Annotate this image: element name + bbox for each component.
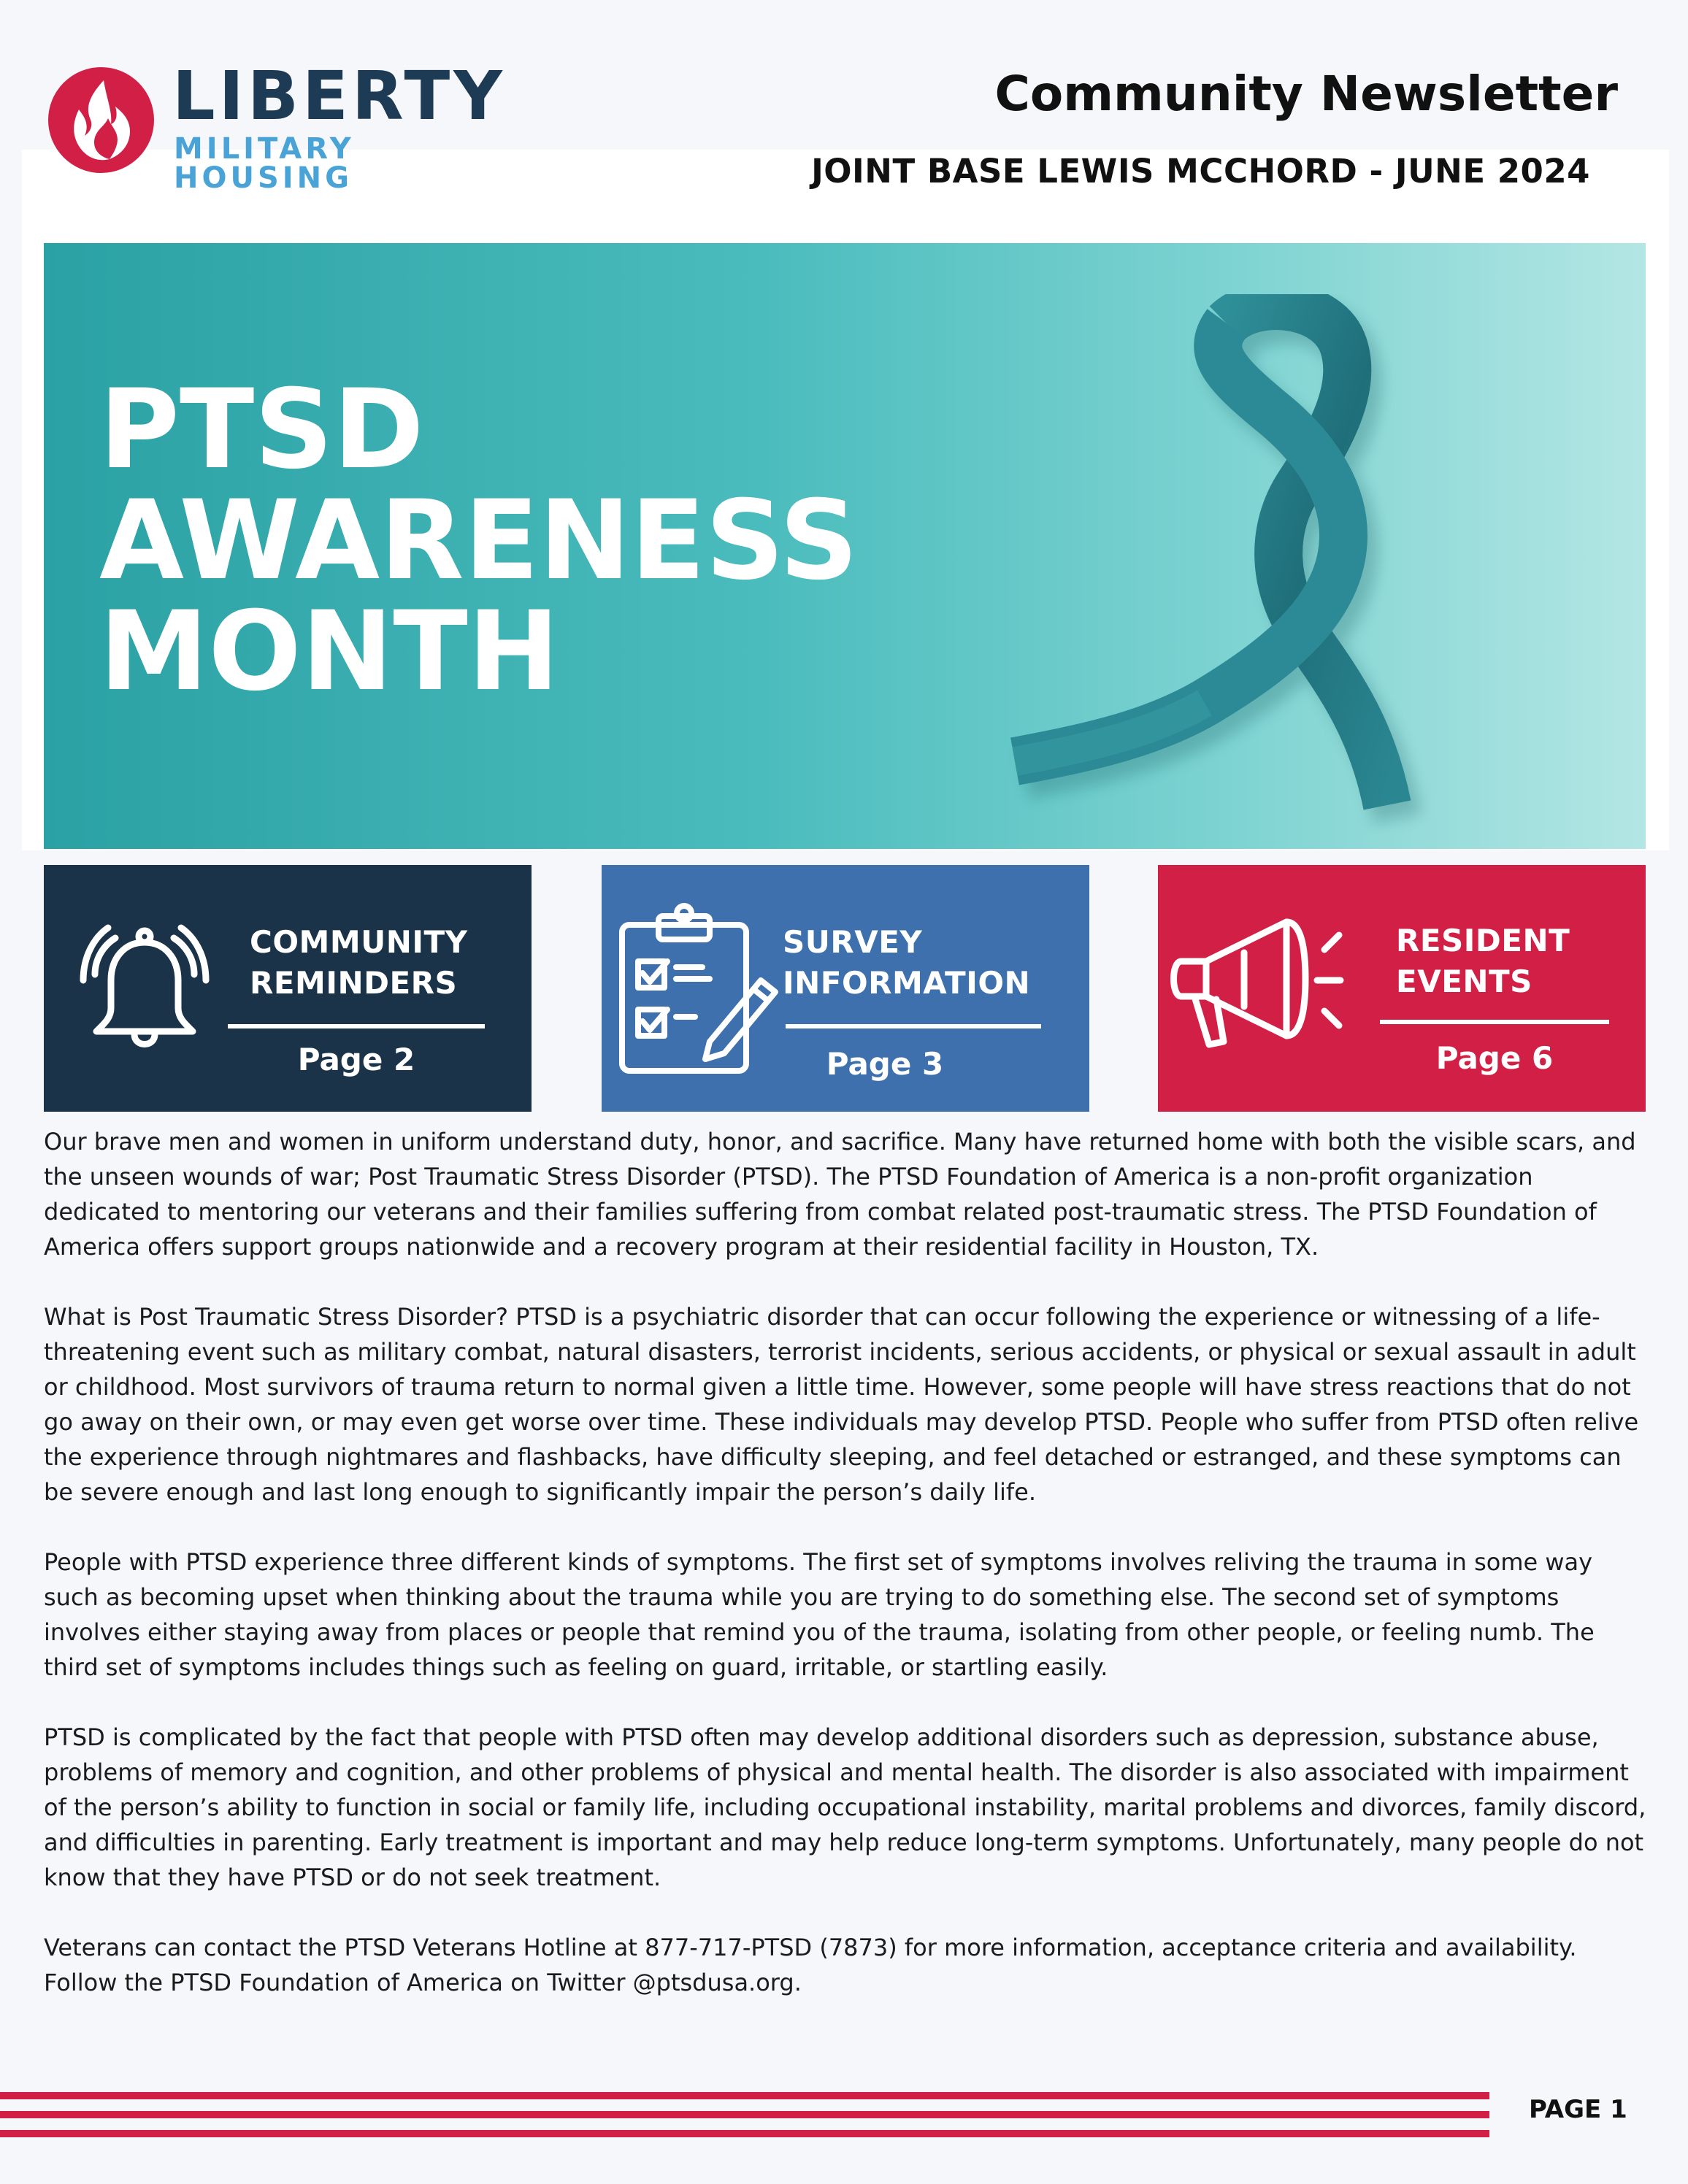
megaphone-icon (1162, 910, 1345, 1056)
card-title-line: RESIDENT (1396, 923, 1570, 958)
article-paragraph: What is Post Traumatic Stress Disorder? PTSD is a psychiatric disorder that can occur following the experience or witnessing of a life-threatening event such as military combat, natural disasters, terrorist incidents, serious accidents, or physical or sexual assault in adult or childhood. Most survivors of trauma return to normal given a little time. However, some people will have stress reactions that do not go away on their own, or may even get worse over time. These individuals may develop PTSD. People who suffer from PTSD often relive the experience through nightmares and flashbacks, have difficulty sleeping, and feel detached or estranged, and these symptoms can be severe enough and last long enough to significantly impair the person’s daily life. (44, 1303, 1639, 1506)
card-title-line: INFORMATION (783, 965, 1031, 1001)
card-title (783, 922, 1030, 1004)
article-body (44, 1124, 1650, 2035)
brand-tagline: MILITARY HOUSING (174, 132, 355, 195)
resident-events-card[interactable] (1158, 865, 1646, 1112)
flame-logo-icon (48, 67, 154, 173)
survey-information-card[interactable] (602, 865, 1089, 1112)
card-divider (1380, 1020, 1609, 1024)
card-title-line: EVENTS (1396, 964, 1532, 999)
article-paragraph: Our brave men and women in uniform understand duty, honor, and sacrifice. Many have returned home with both the visible scars, and the unseen wounds of war; Post Traumatic Stress Disorder (PTSD). The PTSD Foundation of America is a non-profit organization dedicated to mentoring our veterans and their families suffering from combat related post-traumatic stress. The PTSD Foundation of America offers support groups nationwide and a recovery program at their residential facility in Houston, TX. (44, 1128, 1636, 1261)
article-paragraph: PTSD is complicated by the fact that people with PTSD often may develop additional disorders such as depression, substance abuse, problems of memory and cognition, and other problems of physical and mental health. The disorder is also associated with impairment of the person’s ability to function in social or family life, including occupational instability, marital problems and divorces, family discord, and difficulties in parenting. Early treatment is important and may help reduce long-term symptoms. Unfortunately, many people do not know that they have PTSD or do not seek treatment. (44, 1723, 1646, 1891)
card-divider (786, 1024, 1041, 1028)
hero-banner (44, 243, 1646, 849)
card-divider (228, 1024, 485, 1028)
liberty-logo[interactable] (48, 57, 506, 195)
awareness-ribbon-icon (964, 294, 1519, 834)
article-paragraph: Veterans can contact the PTSD Veterans Hotline at 877-717-PTSD (7873) for more information, acceptance criteria and availability. Follow the PTSD Foundation of America on Twitter @ptsdusa.org. (44, 1934, 1577, 1996)
card-title-line: REMINDERS (250, 965, 458, 1001)
hero-title-line: PTSD (99, 366, 424, 493)
bell-icon (79, 922, 210, 1061)
newsletter-title: Community Newsletter (994, 66, 1618, 122)
brand-name: LIBERTY (172, 57, 506, 135)
card-title (1396, 920, 1570, 1002)
card-title-line: COMMUNITY (250, 924, 468, 960)
community-reminders-card[interactable] (44, 865, 532, 1112)
page-number: PAGE 1 (1529, 2095, 1627, 2124)
article-paragraph: People with PTSD experience three different kinds of symptoms. The first set of symptoms involves reliving the trauma in some way such as becoming upset when thinking about the trauma while you are trying to do something else. The second set of symptoms involves either staying away from places or people that remind you of the trauma, isolating from other people, or feeling numb. The third set of symptoms includes things such as feeling on guard, irritable, or startling easily. (44, 1548, 1595, 1681)
card-title-line: SURVEY (783, 924, 923, 960)
card-title (250, 922, 468, 1004)
hero-title (99, 366, 859, 715)
hero-title-line: MONTH (99, 588, 560, 715)
hero-title-line: AWARENESS (99, 477, 859, 604)
newsletter-subtitle: JOINT BASE LEWIS MCCHORD - JUNE 2024 (811, 152, 1590, 191)
footer-stripes (0, 2092, 1489, 2149)
card-page-link[interactable]: Page 3 (826, 1046, 944, 1082)
clipboard-checklist-icon (615, 903, 783, 1078)
card-page-link[interactable]: Page 2 (297, 1042, 415, 1077)
card-page-link[interactable]: Page 6 (1435, 1040, 1554, 1076)
